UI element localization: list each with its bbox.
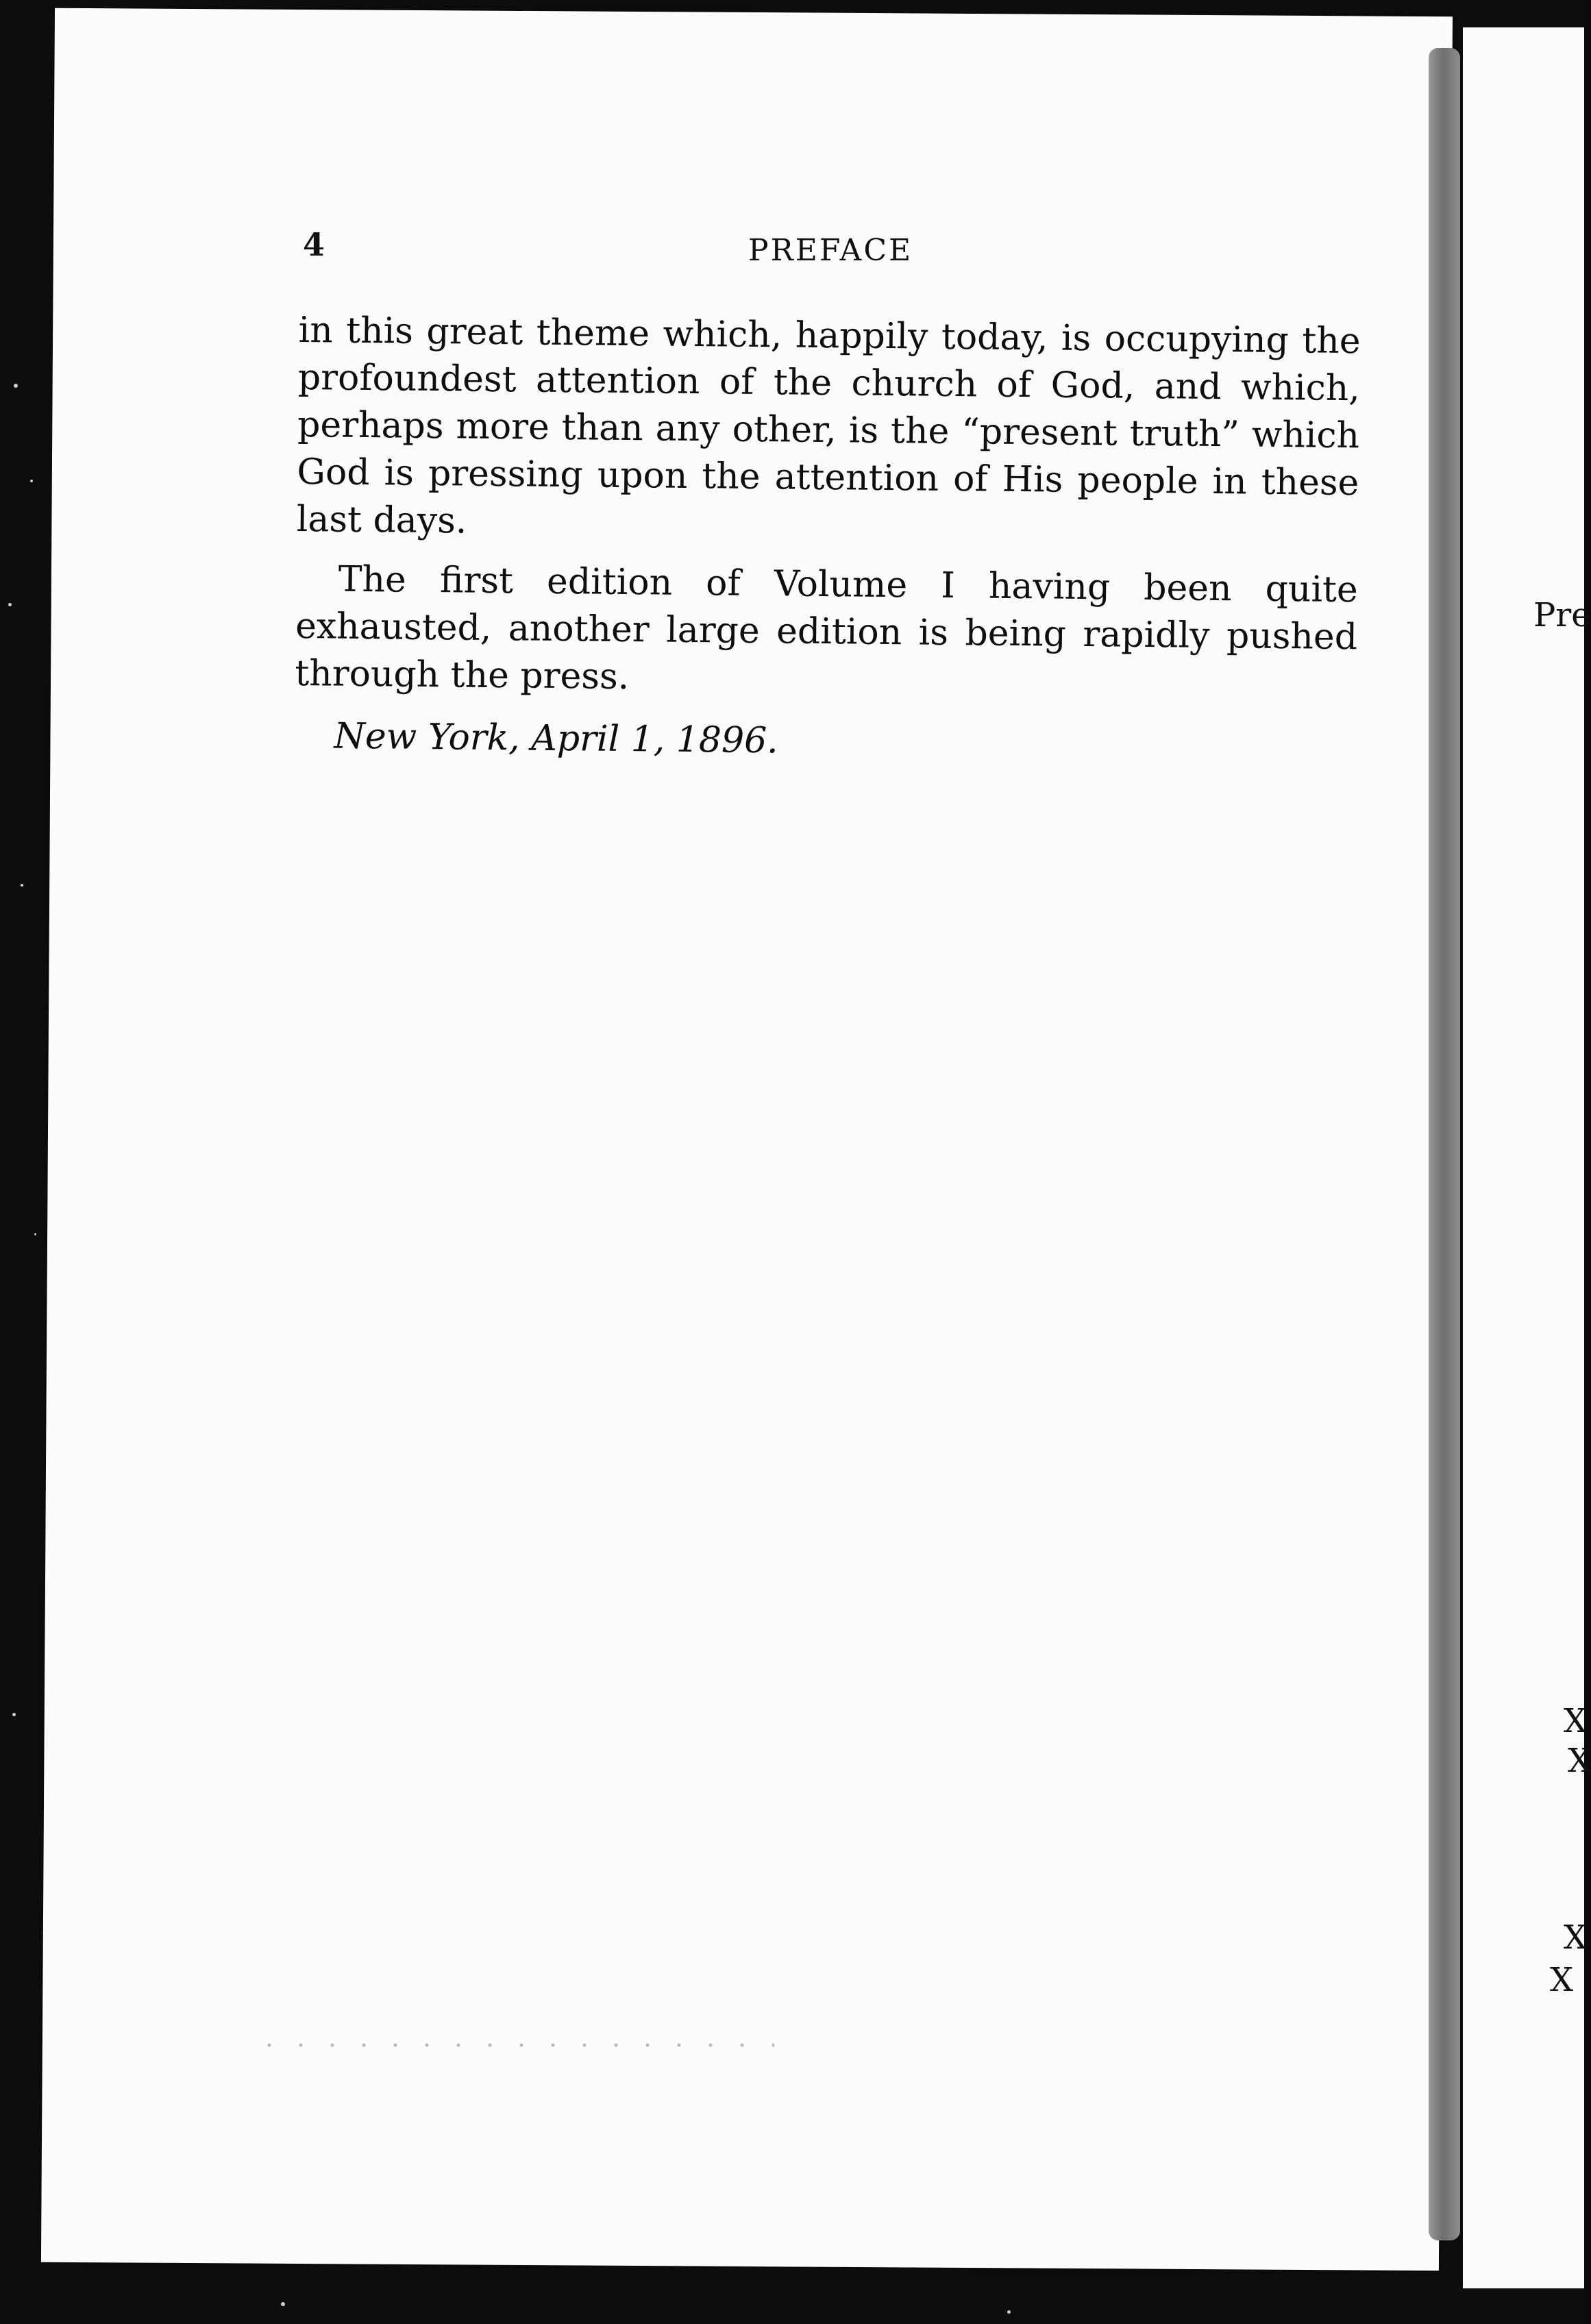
page-number: 4: [303, 226, 325, 263]
dust-speck: [21, 884, 23, 887]
dust-speck: [281, 2302, 285, 2306]
dust-speck: [14, 384, 18, 388]
dust-speck: [34, 1233, 36, 1235]
facing-page-word: Pre: [1533, 596, 1591, 634]
facing-page-mark: X: [1568, 1742, 1591, 1780]
page-header: [303, 226, 1358, 281]
facing-page-mark: X: [1550, 1961, 1574, 1999]
signoff-date: New York, April 1, 1896.: [334, 715, 779, 762]
dust-speck: [30, 480, 33, 482]
dust-speck: [12, 1713, 16, 1716]
print-artifact: [254, 2042, 774, 2049]
dust-speck: [8, 603, 12, 606]
book-gutter: [1429, 48, 1460, 2240]
facing-page-mark: X: [1564, 1702, 1588, 1740]
running-head: PREFACE: [748, 233, 913, 268]
paragraph: in this great theme which, happily today, is occupying the profoundest attention of the church of God, and which, perhaps more than any other, is the “present truth” which God is pressing upon the attention of His people in these last days.: [296, 309, 1361, 542]
paragraph: The first edition of Volume I having been quite exhausted, another large edition is being rapidly pushed through the press.: [295, 558, 1359, 698]
preface-body: [294, 307, 1361, 771]
facing-page-mark: X: [1564, 1918, 1588, 1957]
dust-speck: [1007, 2310, 1011, 2314]
